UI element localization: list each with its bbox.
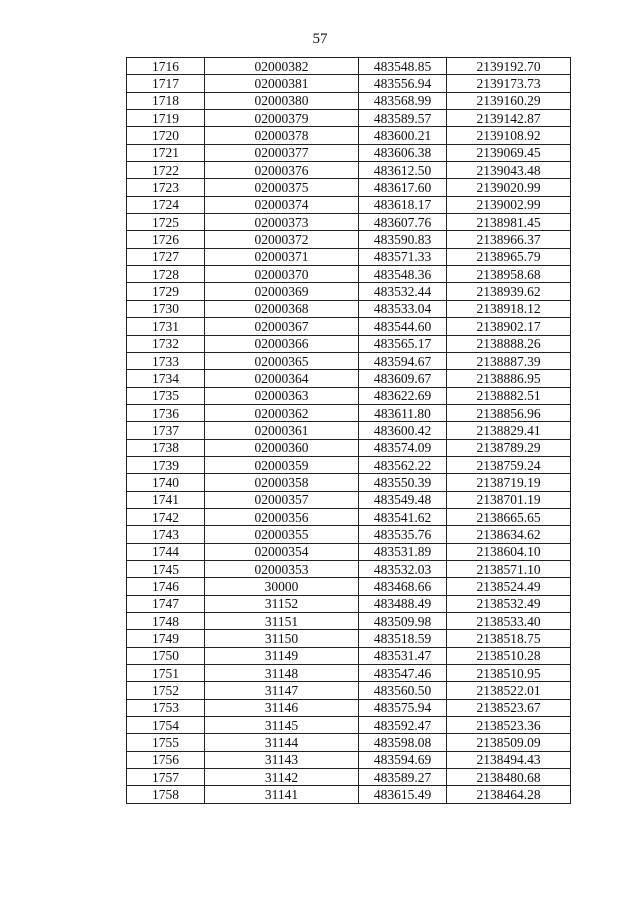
table-row xyxy=(127,751,571,768)
x-coordinate-cell: 483556.94 xyxy=(359,75,447,92)
point-number-cell: 1739 xyxy=(127,456,205,473)
x-coordinate-cell: 483531.89 xyxy=(359,543,447,560)
y-coordinate-cell: 2138918.12 xyxy=(447,300,571,317)
point-number-cell: 1742 xyxy=(127,508,205,525)
point-id-cell: 02000364 xyxy=(205,370,359,387)
point-id-cell: 30000 xyxy=(205,578,359,595)
y-coordinate-cell: 2138533.40 xyxy=(447,613,571,630)
point-number-cell: 1737 xyxy=(127,422,205,439)
point-number-cell: 1724 xyxy=(127,196,205,213)
x-coordinate-cell: 483600.42 xyxy=(359,422,447,439)
y-coordinate-cell: 2139192.70 xyxy=(447,58,571,75)
point-id-cell: 31149 xyxy=(205,647,359,664)
table-row xyxy=(127,613,571,630)
x-coordinate-cell: 483611.80 xyxy=(359,404,447,421)
point-number-cell: 1722 xyxy=(127,162,205,179)
table-row xyxy=(127,734,571,751)
point-number-cell: 1747 xyxy=(127,595,205,612)
x-coordinate-cell: 483548.36 xyxy=(359,266,447,283)
point-number-cell: 1741 xyxy=(127,491,205,508)
point-id-cell: 02000381 xyxy=(205,75,359,92)
point-number-cell: 1733 xyxy=(127,352,205,369)
y-coordinate-cell: 2138509.09 xyxy=(447,734,571,751)
y-coordinate-cell: 2138510.28 xyxy=(447,647,571,664)
point-id-cell: 02000373 xyxy=(205,214,359,231)
point-number-cell: 1738 xyxy=(127,439,205,456)
point-id-cell: 02000379 xyxy=(205,110,359,127)
point-number-cell: 1732 xyxy=(127,335,205,352)
point-number-cell: 1740 xyxy=(127,474,205,491)
y-coordinate-cell: 2139069.45 xyxy=(447,144,571,161)
point-id-cell: 02000382 xyxy=(205,58,359,75)
table-row xyxy=(127,214,571,231)
point-id-cell: 02000377 xyxy=(205,144,359,161)
table-row xyxy=(127,300,571,317)
point-number-cell: 1721 xyxy=(127,144,205,161)
y-coordinate-cell: 2138510.95 xyxy=(447,665,571,682)
point-number-cell: 1727 xyxy=(127,248,205,265)
point-number-cell: 1751 xyxy=(127,665,205,682)
x-coordinate-cell: 483615.49 xyxy=(359,786,447,803)
y-coordinate-cell: 2138532.49 xyxy=(447,595,571,612)
point-id-cell: 02000362 xyxy=(205,404,359,421)
table-row xyxy=(127,248,571,265)
y-coordinate-cell: 2139108.92 xyxy=(447,127,571,144)
x-coordinate-cell: 483488.49 xyxy=(359,595,447,612)
point-id-cell: 31148 xyxy=(205,665,359,682)
x-coordinate-cell: 483533.04 xyxy=(359,300,447,317)
point-number-cell: 1729 xyxy=(127,283,205,300)
page-number: 57 xyxy=(312,31,328,47)
table-row xyxy=(127,526,571,543)
x-coordinate-cell: 483565.17 xyxy=(359,335,447,352)
point-number-cell: 1723 xyxy=(127,179,205,196)
x-coordinate-cell: 483541.62 xyxy=(359,508,447,525)
point-id-cell: 02000374 xyxy=(205,196,359,213)
x-coordinate-cell: 483518.59 xyxy=(359,630,447,647)
table-row xyxy=(127,404,571,421)
point-number-cell: 1736 xyxy=(127,404,205,421)
point-number-cell: 1728 xyxy=(127,266,205,283)
point-number-cell: 1746 xyxy=(127,578,205,595)
point-number-cell: 1731 xyxy=(127,318,205,335)
table-row xyxy=(127,717,571,734)
point-id-cell: 02000375 xyxy=(205,179,359,196)
table-row xyxy=(127,560,571,577)
point-id-cell: 02000354 xyxy=(205,543,359,560)
table-row xyxy=(127,162,571,179)
table-row xyxy=(127,127,571,144)
table-row xyxy=(127,491,571,508)
table-row xyxy=(127,144,571,161)
x-coordinate-cell: 483532.03 xyxy=(359,560,447,577)
point-id-cell: 02000366 xyxy=(205,335,359,352)
y-coordinate-cell: 2138719.19 xyxy=(447,474,571,491)
point-id-cell: 31147 xyxy=(205,682,359,699)
point-id-cell: 31152 xyxy=(205,595,359,612)
x-coordinate-cell: 483594.69 xyxy=(359,751,447,768)
point-number-cell: 1744 xyxy=(127,543,205,560)
table-row xyxy=(127,595,571,612)
x-coordinate-cell: 483574.09 xyxy=(359,439,447,456)
point-id-cell: 02000370 xyxy=(205,266,359,283)
point-id-cell: 02000368 xyxy=(205,300,359,317)
x-coordinate-cell: 483532.44 xyxy=(359,283,447,300)
point-id-cell: 31146 xyxy=(205,699,359,716)
point-id-cell: 31143 xyxy=(205,751,359,768)
y-coordinate-cell: 2139173.73 xyxy=(447,75,571,92)
point-number-cell: 1716 xyxy=(127,58,205,75)
table-row xyxy=(127,283,571,300)
x-coordinate-cell: 483609.67 xyxy=(359,370,447,387)
y-coordinate-cell: 2138604.10 xyxy=(447,543,571,560)
point-id-cell: 31151 xyxy=(205,613,359,630)
y-coordinate-cell: 2138886.95 xyxy=(447,370,571,387)
point-number-cell: 1730 xyxy=(127,300,205,317)
y-coordinate-cell: 2138701.19 xyxy=(447,491,571,508)
point-number-cell: 1749 xyxy=(127,630,205,647)
point-id-cell: 31150 xyxy=(205,630,359,647)
table-row xyxy=(127,318,571,335)
point-number-cell: 1750 xyxy=(127,647,205,664)
point-id-cell: 02000360 xyxy=(205,439,359,456)
y-coordinate-cell: 2138856.96 xyxy=(447,404,571,421)
x-coordinate-cell: 483618.17 xyxy=(359,196,447,213)
point-number-cell: 1758 xyxy=(127,786,205,803)
y-coordinate-cell: 2138634.62 xyxy=(447,526,571,543)
x-coordinate-cell: 483547.46 xyxy=(359,665,447,682)
y-coordinate-cell: 2139002.99 xyxy=(447,196,571,213)
point-id-cell: 02000376 xyxy=(205,162,359,179)
point-number-cell: 1752 xyxy=(127,682,205,699)
x-coordinate-cell: 483617.60 xyxy=(359,179,447,196)
point-number-cell: 1756 xyxy=(127,751,205,768)
y-coordinate-cell: 2138965.79 xyxy=(447,248,571,265)
point-id-cell: 02000367 xyxy=(205,318,359,335)
y-coordinate-cell: 2138939.62 xyxy=(447,283,571,300)
x-coordinate-cell: 483468.66 xyxy=(359,578,447,595)
point-number-cell: 1726 xyxy=(127,231,205,248)
point-number-cell: 1719 xyxy=(127,110,205,127)
table-row xyxy=(127,422,571,439)
x-coordinate-cell: 483571.33 xyxy=(359,248,447,265)
point-number-cell: 1755 xyxy=(127,734,205,751)
table-row xyxy=(127,682,571,699)
table-row xyxy=(127,266,571,283)
y-coordinate-cell: 2139142.87 xyxy=(447,110,571,127)
x-coordinate-cell: 483606.38 xyxy=(359,144,447,161)
x-coordinate-cell: 483592.47 xyxy=(359,717,447,734)
table-row xyxy=(127,370,571,387)
x-coordinate-cell: 483549.48 xyxy=(359,491,447,508)
x-coordinate-cell: 483598.08 xyxy=(359,734,447,751)
y-coordinate-cell: 2138523.36 xyxy=(447,717,571,734)
point-number-cell: 1725 xyxy=(127,214,205,231)
y-coordinate-cell: 2138494.43 xyxy=(447,751,571,768)
x-coordinate-cell: 483560.50 xyxy=(359,682,447,699)
y-coordinate-cell: 2139020.99 xyxy=(447,179,571,196)
coordinates-table-body xyxy=(127,58,571,804)
table-row xyxy=(127,474,571,491)
y-coordinate-cell: 2138888.26 xyxy=(447,335,571,352)
x-coordinate-cell: 483548.85 xyxy=(359,58,447,75)
y-coordinate-cell: 2139160.29 xyxy=(447,92,571,109)
point-number-cell: 1757 xyxy=(127,769,205,786)
table-row xyxy=(127,665,571,682)
y-coordinate-cell: 2138523.67 xyxy=(447,699,571,716)
y-coordinate-cell: 2138887.39 xyxy=(447,352,571,369)
point-id-cell: 31141 xyxy=(205,786,359,803)
table-row xyxy=(127,92,571,109)
point-id-cell: 02000359 xyxy=(205,456,359,473)
y-coordinate-cell: 2138902.17 xyxy=(447,318,571,335)
point-number-cell: 1743 xyxy=(127,526,205,543)
table-row xyxy=(127,630,571,647)
y-coordinate-cell: 2138759.24 xyxy=(447,456,571,473)
y-coordinate-cell: 2138966.37 xyxy=(447,231,571,248)
point-number-cell: 1717 xyxy=(127,75,205,92)
table-row xyxy=(127,647,571,664)
table-row xyxy=(127,439,571,456)
table-row xyxy=(127,786,571,803)
x-coordinate-cell: 483594.67 xyxy=(359,352,447,369)
table-row xyxy=(127,769,571,786)
table-row xyxy=(127,231,571,248)
table-row xyxy=(127,543,571,560)
x-coordinate-cell: 483589.27 xyxy=(359,769,447,786)
x-coordinate-cell: 483562.22 xyxy=(359,456,447,473)
y-coordinate-cell: 2138518.75 xyxy=(447,630,571,647)
point-number-cell: 1734 xyxy=(127,370,205,387)
point-id-cell: 02000365 xyxy=(205,352,359,369)
table-row xyxy=(127,335,571,352)
point-id-cell: 02000356 xyxy=(205,508,359,525)
y-coordinate-cell: 2138571.10 xyxy=(447,560,571,577)
x-coordinate-cell: 483612.50 xyxy=(359,162,447,179)
point-id-cell: 02000357 xyxy=(205,491,359,508)
x-coordinate-cell: 483568.99 xyxy=(359,92,447,109)
y-coordinate-cell: 2138789.29 xyxy=(447,439,571,456)
x-coordinate-cell: 483600.21 xyxy=(359,127,447,144)
table-row xyxy=(127,456,571,473)
point-id-cell: 02000355 xyxy=(205,526,359,543)
y-coordinate-cell: 2138480.68 xyxy=(447,769,571,786)
x-coordinate-cell: 483607.76 xyxy=(359,214,447,231)
table-row xyxy=(127,578,571,595)
point-number-cell: 1753 xyxy=(127,699,205,716)
y-coordinate-cell: 2138524.49 xyxy=(447,578,571,595)
coordinates-table xyxy=(126,57,571,804)
y-coordinate-cell: 2138522.01 xyxy=(447,682,571,699)
point-id-cell: 02000353 xyxy=(205,560,359,577)
table-row xyxy=(127,508,571,525)
point-id-cell: 02000372 xyxy=(205,231,359,248)
y-coordinate-cell: 2138829.41 xyxy=(447,422,571,439)
point-id-cell: 02000371 xyxy=(205,248,359,265)
x-coordinate-cell: 483575.94 xyxy=(359,699,447,716)
x-coordinate-cell: 483550.39 xyxy=(359,474,447,491)
point-number-cell: 1754 xyxy=(127,717,205,734)
point-number-cell: 1735 xyxy=(127,387,205,404)
x-coordinate-cell: 483509.98 xyxy=(359,613,447,630)
point-id-cell: 02000378 xyxy=(205,127,359,144)
table-row xyxy=(127,75,571,92)
point-id-cell: 31142 xyxy=(205,769,359,786)
x-coordinate-cell: 483544.60 xyxy=(359,318,447,335)
table-row xyxy=(127,58,571,75)
point-number-cell: 1720 xyxy=(127,127,205,144)
point-id-cell: 02000380 xyxy=(205,92,359,109)
table-row xyxy=(127,110,571,127)
point-number-cell: 1745 xyxy=(127,560,205,577)
y-coordinate-cell: 2138958.68 xyxy=(447,266,571,283)
point-id-cell: 02000369 xyxy=(205,283,359,300)
y-coordinate-cell: 2138981.45 xyxy=(447,214,571,231)
table-row xyxy=(127,387,571,404)
point-number-cell: 1748 xyxy=(127,613,205,630)
point-number-cell: 1718 xyxy=(127,92,205,109)
point-id-cell: 31144 xyxy=(205,734,359,751)
x-coordinate-cell: 483589.57 xyxy=(359,110,447,127)
point-id-cell: 02000363 xyxy=(205,387,359,404)
table-row xyxy=(127,699,571,716)
y-coordinate-cell: 2138882.51 xyxy=(447,387,571,404)
y-coordinate-cell: 2139043.48 xyxy=(447,162,571,179)
y-coordinate-cell: 2138665.65 xyxy=(447,508,571,525)
point-id-cell: 02000361 xyxy=(205,422,359,439)
x-coordinate-cell: 483531.47 xyxy=(359,647,447,664)
table-row xyxy=(127,196,571,213)
y-coordinate-cell: 2138464.28 xyxy=(447,786,571,803)
table-row xyxy=(127,179,571,196)
point-id-cell: 31145 xyxy=(205,717,359,734)
table-row xyxy=(127,352,571,369)
x-coordinate-cell: 483622.69 xyxy=(359,387,447,404)
x-coordinate-cell: 483535.76 xyxy=(359,526,447,543)
point-id-cell: 02000358 xyxy=(205,474,359,491)
x-coordinate-cell: 483590.83 xyxy=(359,231,447,248)
